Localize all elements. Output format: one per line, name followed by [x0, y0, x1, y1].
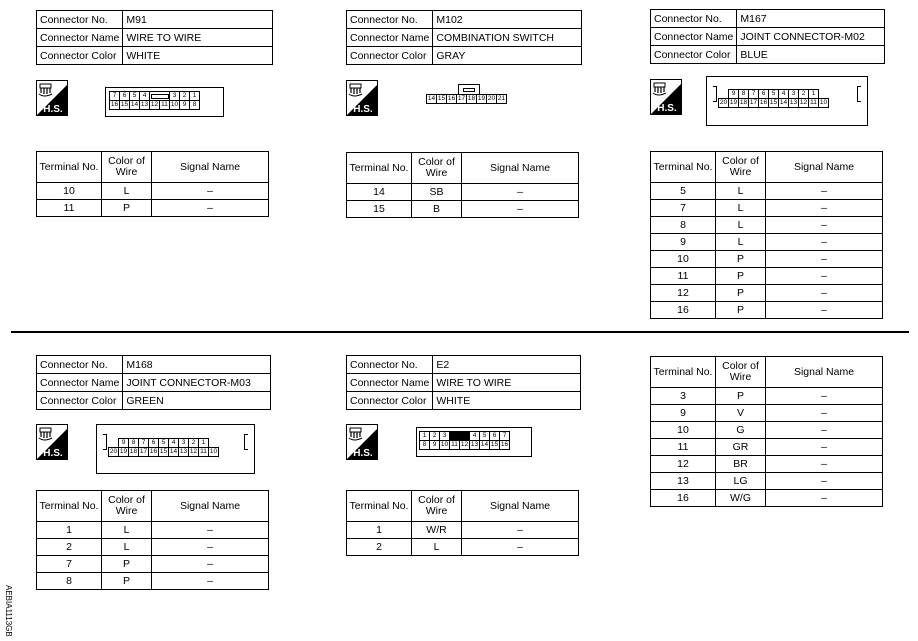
pin-3: 3: [440, 432, 450, 441]
connector-color-value: GRAY: [433, 47, 582, 65]
terminal-no-cell: 11: [37, 200, 102, 217]
pin-14: 14: [130, 101, 139, 108]
signal-name-cell: –: [766, 302, 883, 319]
connector-color-label: Connector Color: [347, 47, 433, 65]
wire-color-cell: B: [412, 201, 462, 218]
table-row: [37, 556, 269, 573]
terminal-no-cell: 10: [37, 183, 102, 200]
pin-5: 5: [159, 439, 169, 448]
wire-color-cell: SB: [412, 184, 462, 201]
signal-name-cell: –: [766, 405, 883, 422]
color-of-wire-header: Color of Wire: [412, 153, 462, 184]
pin-15: 15: [159, 448, 168, 455]
signal-name-cell: –: [766, 285, 883, 302]
terminal-no-cell: 11: [651, 268, 716, 285]
pin-8: 8: [739, 90, 749, 99]
connector-name-value: JOINT CONNECTOR-M03: [123, 374, 271, 392]
connector-info-m91: [36, 10, 273, 65]
pin-4: 4: [779, 90, 789, 99]
terminal-table-e2: [346, 490, 579, 556]
connector-name-label: Connector Name: [37, 374, 123, 392]
terminal-no-cell: 16: [651, 302, 716, 319]
table-row: [651, 302, 883, 319]
wire-color-cell: BR: [716, 456, 766, 473]
wire-color-cell: LG: [716, 473, 766, 490]
signal-name-cell: –: [462, 522, 579, 539]
wire-color-cell: P: [716, 268, 766, 285]
connector-name-value: COMBINATION SWITCH: [433, 29, 582, 47]
terminal-no-header: Terminal No.: [651, 152, 716, 183]
signal-name-header: Signal Name: [152, 152, 269, 183]
pin-10: 10: [819, 99, 828, 106]
pin-grid: [109, 91, 200, 110]
terminal-no-cell: 12: [651, 456, 716, 473]
pin-16: 16: [500, 441, 509, 448]
connector-color-label: Connector Color: [347, 392, 433, 410]
terminal-no-header: Terminal No.: [651, 357, 716, 388]
pin-14: 14: [480, 441, 489, 448]
pin-16: 16: [759, 99, 768, 106]
pin-13: 13: [179, 448, 188, 455]
signal-name-cell: –: [766, 251, 883, 268]
pin-12: 12: [460, 441, 469, 448]
connector-info-m168: [36, 355, 271, 410]
terminal-no-cell: 1: [37, 522, 102, 539]
signal-name-cell: –: [766, 183, 883, 200]
signal-name-cell: –: [766, 456, 883, 473]
signal-name-header: Signal Name: [766, 152, 883, 183]
pin-1: 1: [190, 92, 200, 101]
connector-no-value: M168: [123, 356, 271, 374]
wire-color-cell: P: [102, 573, 152, 590]
pin-grid: [426, 94, 507, 104]
signal-name-cell: –: [766, 490, 883, 507]
terminal-table-m91: [36, 151, 269, 217]
pin-18: 18: [129, 448, 138, 455]
wire-color-cell: P: [102, 556, 152, 573]
pin-10: 10: [209, 448, 218, 455]
pin-15: 15: [769, 99, 778, 106]
connector-face-m167: [706, 76, 868, 126]
hs-text: H.S.: [657, 103, 677, 114]
pin-16: 16: [149, 448, 158, 455]
connector-name-label: Connector Name: [347, 374, 433, 392]
wire-color-cell: P: [716, 388, 766, 405]
pin-8: 8: [190, 101, 200, 110]
table-row: [651, 388, 883, 405]
table-row: [651, 422, 883, 439]
pin-key: [450, 432, 470, 441]
wire-color-cell: L: [716, 200, 766, 217]
signal-name-cell: –: [766, 217, 883, 234]
pin-key: [150, 92, 170, 101]
pin-17: 17: [139, 448, 148, 455]
table-row: [651, 473, 883, 490]
table-row: [651, 217, 883, 234]
terminal-no-cell: 2: [347, 539, 412, 556]
connector-color-value: GREEN: [123, 392, 271, 410]
pin-17: 17: [457, 95, 466, 102]
terminal-no-cell: 2: [37, 539, 102, 556]
signal-name-cell: –: [766, 422, 883, 439]
wire-color-cell: P: [716, 302, 766, 319]
color-of-wire-header: Color of Wire: [716, 152, 766, 183]
terminal-no-cell: 9: [651, 234, 716, 251]
table-row: [651, 200, 883, 217]
connector-color-label: Connector Color: [37, 47, 123, 65]
signal-name-cell: –: [152, 200, 269, 217]
pin-3: 3: [789, 90, 799, 99]
wire-color-cell: W/R: [412, 522, 462, 539]
pin-6: 6: [490, 432, 500, 441]
connector-face-e2: [416, 427, 532, 457]
table-row: [37, 522, 269, 539]
signal-name-cell: –: [152, 183, 269, 200]
pin-15: 15: [437, 95, 446, 102]
terminal-no-cell: 10: [651, 422, 716, 439]
pin-16: 16: [110, 101, 119, 108]
pin-12: 12: [799, 99, 808, 106]
connector-latch: [458, 84, 480, 94]
pin-grid: [108, 438, 219, 457]
pin-13: 13: [140, 101, 149, 108]
pin-20: 20: [719, 99, 728, 106]
table-row: [651, 268, 883, 285]
signal-name-cell: –: [462, 201, 579, 218]
terminal-table-e2-continued: [650, 356, 883, 507]
pin-9: 9: [180, 101, 190, 110]
harness-side-icon: [36, 80, 68, 116]
hs-text: H.S.: [43, 448, 63, 459]
signal-name-cell: –: [152, 573, 269, 590]
terminal-no-cell: 1: [347, 522, 412, 539]
terminal-no-header: Terminal No.: [37, 491, 102, 522]
connector-face-m168: [96, 424, 255, 474]
table-row: [37, 573, 269, 590]
wire-color-cell: L: [102, 522, 152, 539]
pin-2: 2: [430, 432, 440, 441]
terminal-no-cell: 9: [651, 405, 716, 422]
pin-6: 6: [759, 90, 769, 99]
terminal-table-m168: [36, 490, 269, 590]
table-row: [651, 405, 883, 422]
signal-name-cell: –: [766, 388, 883, 405]
signal-name-cell: –: [152, 539, 269, 556]
harness-side-icon: [346, 80, 378, 116]
signal-name-cell: –: [152, 522, 269, 539]
pin-7: 7: [749, 90, 759, 99]
terminal-no-header: Terminal No.: [347, 153, 412, 184]
wire-color-cell: GR: [716, 439, 766, 456]
connector-color-value: WHITE: [123, 47, 273, 65]
pin-4: 4: [470, 432, 480, 441]
pin-6: 6: [120, 92, 130, 101]
terminal-no-cell: 3: [651, 388, 716, 405]
connector-no-label: Connector No.: [347, 11, 433, 29]
connector-face-m102: [424, 84, 514, 108]
connector-color-label: Connector Color: [651, 46, 737, 64]
terminal-table-m167: [650, 151, 883, 319]
pin-14: 14: [427, 95, 436, 102]
terminal-no-cell: 15: [347, 201, 412, 218]
connector-color-value: BLUE: [737, 46, 885, 64]
harness-side-icon: [346, 424, 378, 460]
table-row: [651, 251, 883, 268]
signal-name-cell: –: [766, 200, 883, 217]
pin-2: 2: [189, 439, 199, 448]
wire-color-cell: L: [716, 234, 766, 251]
pin-1: 1: [199, 439, 209, 448]
wire-color-cell: L: [102, 183, 152, 200]
pin-8: 8: [129, 439, 139, 448]
pin-3: 3: [179, 439, 189, 448]
connector-no-value: M167: [737, 10, 885, 28]
connector-no-value: M102: [433, 11, 582, 29]
connector-no-label: Connector No.: [651, 10, 737, 28]
pin-1: 1: [420, 432, 430, 441]
terminal-table-m102: [346, 152, 579, 218]
terminal-no-header: Terminal No.: [347, 491, 412, 522]
signal-name-header: Signal Name: [152, 491, 269, 522]
connector-face-m91: [105, 87, 224, 117]
pin-2: 2: [180, 92, 190, 101]
signal-name-cell: –: [766, 234, 883, 251]
pin-10: 10: [170, 101, 179, 108]
connector-no-value: M91: [123, 11, 273, 29]
pin-15: 15: [490, 441, 499, 448]
pin-18: 18: [739, 99, 748, 106]
table-row: [347, 184, 579, 201]
terminal-no-cell: 8: [37, 573, 102, 590]
hs-text: H.S.: [353, 104, 373, 115]
terminal-no-cell: 12: [651, 285, 716, 302]
terminal-no-cell: 14: [347, 184, 412, 201]
pin-4: 4: [169, 439, 179, 448]
figure-id: AEBIA1113GB: [4, 585, 13, 637]
table-row: [651, 285, 883, 302]
signal-name-cell: –: [152, 556, 269, 573]
pin-grid: [718, 89, 829, 108]
connector-name-label: Connector Name: [347, 29, 433, 47]
pin-1: 1: [809, 90, 819, 99]
pin-6: 6: [149, 439, 159, 448]
connector-name-value: WIRE TO WIRE: [123, 29, 273, 47]
wire-color-cell: L: [412, 539, 462, 556]
terminal-no-cell: 7: [651, 200, 716, 217]
terminal-no-cell: 7: [37, 556, 102, 573]
table-row: [651, 183, 883, 200]
table-row: [347, 539, 579, 556]
terminal-no-cell: 13: [651, 473, 716, 490]
pin-11: 11: [451, 441, 458, 448]
connector-name-label: Connector Name: [37, 29, 123, 47]
connector-name-value: WIRE TO WIRE: [433, 374, 581, 392]
signal-name-cell: –: [462, 539, 579, 556]
pin-7: 7: [139, 439, 149, 448]
pin-9: 9: [119, 439, 129, 448]
pin-19: 19: [119, 448, 128, 455]
pin-14: 14: [169, 448, 178, 455]
pin-18: 18: [467, 95, 476, 102]
pin-3: 3: [170, 92, 180, 101]
wire-color-cell: L: [716, 183, 766, 200]
pin-17: 17: [749, 99, 758, 106]
connector-no-label: Connector No.: [37, 11, 123, 29]
pin-8: 8: [420, 441, 430, 450]
wire-color-cell: L: [716, 217, 766, 234]
connector-color-value: WHITE: [433, 392, 581, 410]
harness-side-icon: [36, 424, 68, 460]
pin-5: 5: [130, 92, 140, 101]
signal-name-cell: –: [766, 473, 883, 490]
wire-color-cell: P: [102, 200, 152, 217]
hs-text: H.S.: [353, 448, 373, 459]
pin-21: 21: [497, 95, 506, 102]
color-of-wire-header: Color of Wire: [102, 152, 152, 183]
pin-20: 20: [109, 448, 118, 455]
connector-color-label: Connector Color: [37, 392, 123, 410]
color-of-wire-header: Color of Wire: [102, 491, 152, 522]
pin-11: 11: [200, 448, 207, 455]
signal-name-header: Signal Name: [462, 491, 579, 522]
terminal-no-cell: 11: [651, 439, 716, 456]
pin-9: 9: [430, 441, 440, 450]
terminal-no-header: Terminal No.: [37, 152, 102, 183]
table-row: [651, 456, 883, 473]
table-row: [651, 234, 883, 251]
terminal-no-cell: 5: [651, 183, 716, 200]
pin-20: 20: [487, 95, 496, 102]
pin-15: 15: [120, 101, 129, 108]
signal-name-header: Signal Name: [766, 357, 883, 388]
wire-color-cell: W/G: [716, 490, 766, 507]
table-row: [37, 183, 269, 200]
wire-color-cell: P: [716, 285, 766, 302]
pin-2: 2: [799, 90, 809, 99]
connector-no-label: Connector No.: [37, 356, 123, 374]
pin-4: 4: [140, 92, 150, 101]
pin-12: 12: [150, 101, 159, 108]
pin-9: 9: [729, 90, 739, 99]
pin-19: 19: [729, 99, 738, 106]
hs-text: H.S.: [43, 104, 63, 115]
pin-11: 11: [161, 101, 168, 108]
pin-grid: [419, 431, 510, 450]
signal-name-cell: –: [462, 184, 579, 201]
terminal-no-cell: 10: [651, 251, 716, 268]
color-of-wire-header: Color of Wire: [412, 491, 462, 522]
connector-no-label: Connector No.: [347, 356, 433, 374]
connector-info-m167: [650, 9, 885, 64]
color-of-wire-header: Color of Wire: [716, 357, 766, 388]
pin-7: 7: [500, 432, 510, 441]
pin-5: 5: [769, 90, 779, 99]
pin-14: 14: [779, 99, 788, 106]
connector-info-m102: [346, 10, 582, 65]
wire-color-cell: G: [716, 422, 766, 439]
connector-name-label: Connector Name: [651, 28, 737, 46]
table-row: [37, 539, 269, 556]
table-row: [651, 439, 883, 456]
wire-color-cell: L: [102, 539, 152, 556]
pin-12: 12: [189, 448, 198, 455]
connector-info-e2: [346, 355, 581, 410]
pin-5: 5: [480, 432, 490, 441]
signal-name-cell: –: [766, 439, 883, 456]
wire-color-cell: P: [716, 251, 766, 268]
pin-11: 11: [810, 99, 817, 106]
table-row: [347, 201, 579, 218]
connector-no-value: E2: [433, 356, 581, 374]
terminal-no-cell: 8: [651, 217, 716, 234]
signal-name-header: Signal Name: [462, 153, 579, 184]
section-divider: [11, 331, 909, 333]
wire-color-cell: V: [716, 405, 766, 422]
connector-name-value: JOINT CONNECTOR-M02: [737, 28, 885, 46]
table-row: [651, 490, 883, 507]
pin-16: 16: [447, 95, 456, 102]
signal-name-cell: –: [766, 268, 883, 285]
terminal-no-cell: 16: [651, 490, 716, 507]
pin-19: 19: [477, 95, 486, 102]
harness-side-icon: [650, 79, 682, 115]
pin-7: 7: [110, 92, 120, 101]
pin-13: 13: [470, 441, 479, 448]
table-row: [347, 522, 579, 539]
table-row: [37, 200, 269, 217]
pin-10: 10: [440, 441, 449, 448]
pin-13: 13: [789, 99, 798, 106]
